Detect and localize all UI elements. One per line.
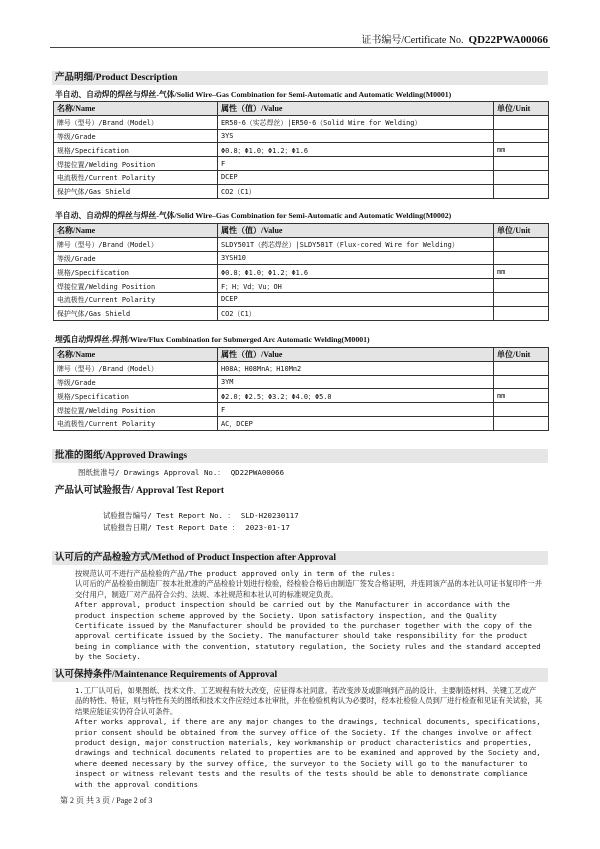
drawings-approval-line [78,468,284,478]
cell-unit [494,157,549,171]
table-row [54,361,549,375]
cell-value: DCEP [218,170,494,184]
cell-value: F [218,157,494,171]
test-report-date-line [103,523,290,533]
col-header-unit: 单位/Unit [494,102,549,116]
table-row [54,184,549,198]
col-header-name: 名称/Name [54,102,218,116]
cell-name: 电流极性/Current Polarity [54,292,218,306]
table-row [54,115,549,129]
section-heading-approved-drawings: 批准的图纸/Approved Drawings [52,449,548,463]
table-row [54,143,549,157]
certificate-number: QD22PWA00066 [468,34,548,46]
maintenance-text-zh: 1.工厂认可后，如果图纸、技术文件、工艺规程有较大改变，应征得本社同意。若改变涉及或影响到产品的设计、主要制造材料、关键工艺或产品的特性、特征，则与特性有关的图纸和技术文件应经过本社审批，并在检验机构认为必要时，经本社检验人员到厂进行检查和见证有关试验，其结果应能证实仍符合认可条件。 [75,686,542,716]
cell-name: 规格/Specification [54,265,218,279]
cell-name: 规格/Specification [54,389,218,403]
cell-value: F [218,403,494,417]
cell-value: 3YS [218,129,494,143]
inspection-intro: 按规范认可不进行产品检验的产品/The product approved only in term of the rules: [75,569,396,578]
cell-value: Φ0.8；Φ1.0；Φ1.2；Φ1.6 [218,143,494,157]
col-header-name: 名称/Name [54,224,218,238]
cell-name: 电流极性/Current Polarity [54,170,218,184]
cell-name: 保护气体/Gas Shield [54,184,218,198]
table-row [54,375,549,389]
cell-value: CO2（C1） [218,184,494,198]
cell-unit [494,115,549,129]
spec-table-m0001-gas [53,101,549,199]
cell-value: Φ0.8；Φ1.0；Φ1.2；Φ1.6 [218,265,494,279]
cell-unit [494,237,549,251]
cell-unit: mm [494,389,549,403]
table-row [54,279,549,293]
cell-name: 焊接位置/Welding Position [54,279,218,293]
section-heading-inspection-method: 认可后的产品检验方式/Method of Product Inspection after Approval [52,551,548,565]
table-row [54,306,549,320]
col-header-value: 属性（值）/Value [218,224,494,238]
cell-unit [494,184,549,198]
col-header-unit: 单位/Unit [494,224,549,238]
cell-unit [494,279,549,293]
cell-value: CO2（C1） [218,306,494,320]
cell-name: 焊接位置/Welding Position [54,403,218,417]
cell-name: 等级/Grade [54,251,218,265]
inspection-text-en: After approval, product inspection should be carried out by the Manufacturer in accordance with the product inspection scheme approved by the Society. Upon satisfactory inspection, and the Quality Certificate issued by the Manufacturer should be provided to the purchaser together with the copy of the approval certificate issued by the Society. The manufacturer should take responsibility for the product being in compliance with the convention, statutory regulation, the Society rules and the standard accepted by the Society. [75,600,541,662]
table-row [54,170,549,184]
cell-unit [494,416,549,430]
table-row [54,389,549,403]
table-header-row [54,224,549,238]
test-report-date-label: 试验报告日期/ Test Report Date ： [103,523,240,532]
col-header-value: 属性（值）/Value [218,102,494,116]
test-report-number: SLD-H20230117 [240,511,299,520]
section-heading-product-description: 产品明细/Product Description [52,71,548,85]
cell-name: 规格/Specification [54,143,218,157]
cell-unit [494,375,549,389]
table-header-row [54,102,549,116]
cell-name: 牌号（型号）/Brand（Model） [54,115,218,129]
cell-unit [494,292,549,306]
spec-table-m0001-submerged-arc [53,347,549,431]
header-divider [50,47,550,48]
cell-value: ER50-6（实芯焊丝）|ER50-6（Solid Wire for Welding） [218,115,494,129]
cell-unit: mm [494,143,549,157]
spec-table-m0002-gas [53,223,549,321]
cell-value: 3YM [218,375,494,389]
cell-name: 电流极性/Current Polarity [54,416,218,430]
cell-name: 焊接位置/Welding Position [54,157,218,171]
cell-value: AC，DCEP [218,416,494,430]
table-title-m0001-submerged-arc: 埋弧自动焊焊丝-焊剂/Wire/Flux Combination for Submerged Arc Automatic Welding(M0001) [55,335,370,344]
cell-name: 保护气体/Gas Shield [54,306,218,320]
maintenance-text-en: After works approval, if there are any major changes to the drawings, technical documents, specifications, prior consent should be obtained from the survey office of the Society. If the changes involve or affect product design, major construction materials, key workmanship or product characteristics and properties, drawings and technical documents related to properties are to be examined and approved by the Society and, where deemed necessary by the survey office, the surveyor to the Society will go to the manufacturer to inspect or witness relevant tests and the results of the tests should be able to demonstrate compliance with the approval conditions [75,717,541,789]
cell-value: Φ2.0；Φ2.5；Φ3.2；Φ4.0；Φ5.0 [218,389,494,403]
cell-value: DCEP [218,292,494,306]
inspection-paragraph [75,569,543,663]
cell-value: F；H；Vd；Vu；OH [218,279,494,293]
col-header-value: 属性（值）/Value [218,348,494,362]
table-row [54,292,549,306]
inspection-text-zh: 认可后的产品检验由制造厂按本社批准的产品检验计划进行检验，经检验合格后由制造厂签发合格证明，并连同该产品的本社认可证书复印件一并交付用户，制造厂对产品符合公约、法规、本社规范和本社认可的标准规定负责。 [75,579,542,599]
table-row [54,251,549,265]
certificate-label: 证书编号/Certificate No. [361,35,464,46]
section-heading-approval-test-report: 产品认可试验报告/ Approval Test Report [55,486,224,496]
cell-value: H08A；H08MnA；H10Mn2 [218,361,494,375]
table-row [54,237,549,251]
cell-value: SLDY501T（药芯焊丝）|SLDY501T（Flux-cored Wire for Welding） [218,237,494,251]
cell-name: 等级/Grade [54,129,218,143]
drawings-approval-number: QD22PWA00066 [230,468,285,477]
table-header-row [54,348,549,362]
cell-unit [494,361,549,375]
cell-name: 牌号（型号）/Brand（Model） [54,361,218,375]
cell-unit [494,306,549,320]
test-report-date: 2023-01-17 [245,523,290,532]
certificate-number-header [361,31,548,46]
cell-name: 牌号（型号）/Brand（Model） [54,237,218,251]
drawings-approval-label: 图纸批准号/ Drawings Approval No.： [78,468,225,477]
cell-unit [494,403,549,417]
cell-value: 3YSH10 [218,251,494,265]
section-heading-maintenance-requirements: 认可保持条件/Maintenance Requirements of Approval [52,668,548,682]
table-row [54,416,549,430]
cell-unit: mm [494,265,549,279]
cell-name: 等级/Grade [54,375,218,389]
maintenance-paragraph [75,686,543,790]
table-row [54,403,549,417]
page-number: 第 2 页 共 3 页 / Page 2 of 3 [60,796,153,805]
table-title-m0001-gas: 半自动、自动焊的焊丝与焊丝-气体/Solid Wire–Gas Combination for Semi-Automatic and Automatic Welding(M0001) [55,90,452,99]
col-header-unit: 单位/Unit [494,348,549,362]
table-row [54,157,549,171]
cell-unit [494,251,549,265]
table-row [54,265,549,279]
table-title-m0002-gas: 半自动、自动焊的焊丝与焊丝-气体/Solid Wire–Gas Combination for Semi-Automatic and Automatic Welding(M0002) [55,211,452,220]
col-header-name: 名称/Name [54,348,218,362]
test-report-number-label: 试验报告编号/ Test Report No. ： [103,511,235,520]
test-report-number-line [103,511,299,521]
table-row [54,129,549,143]
cell-unit [494,170,549,184]
cell-unit [494,129,549,143]
